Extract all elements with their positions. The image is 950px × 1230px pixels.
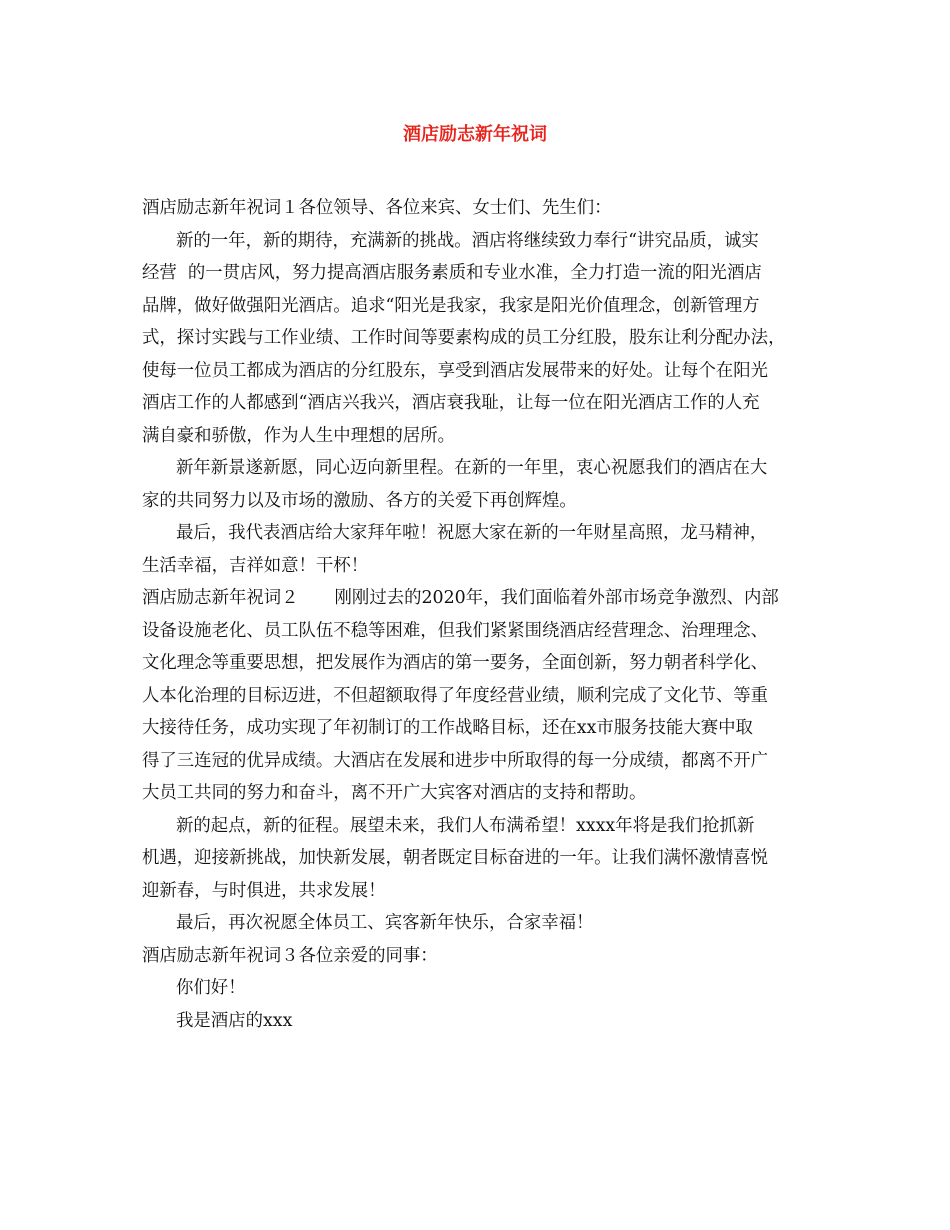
paragraph-line: 文化理念等重要思想，把发展作为酒店的第一要务，全面创新，努力朝者科学化、 xyxy=(142,653,769,673)
paragraph-line: 机遇，迎接新挑战，加快新发展，朝者既定目标奋进的一年。让我们满怀激情喜悦 xyxy=(142,848,769,868)
paragraph-line: 经营 的一贯店风，努力提高酒店服务素质和专业水准，全力打造一流的阳光酒店 xyxy=(142,263,762,283)
paragraph-line: 人本化治理的目标迈进，不但超额取得了年度经营业绩，顺利完成了文化节、等重 xyxy=(142,685,769,706)
paragraph-line: 生活幸福，吉祥如意！干杯！ xyxy=(142,555,369,576)
paragraph-line: 酒店励志新年祝词１各位领导、各位来宾、女士们、先生们： xyxy=(142,198,612,218)
paragraph-line: 家的共同努力以及市场的激励、各方的关爱下再创辉煌。 xyxy=(142,490,577,511)
paragraph-line: 新的起点，新的征程。展望未来，我们人布满希望！xxxx年将是我们抢抓新 xyxy=(176,815,755,836)
paragraph-line: 迎新春，与时俱进，共求发展！ xyxy=(142,880,386,901)
paragraph-line: 你们好！ xyxy=(176,978,246,998)
paragraph-line: 大员工共同的努力和奋斗，离不开广大宾客对酒店的支持和帮助。 xyxy=(142,783,647,803)
paragraph-line: 新年新景遂新愿，同心迈向新里程。在新的一年里，衷心祝愿我们的酒店在大 xyxy=(176,458,768,478)
section-lead-text: 刚刚过去的2020年，我们面临着外部市场竞争激烈、内部 xyxy=(334,588,779,608)
paragraph-line: 得了三连冠的优异成绩。大酒店在发展和进步中所取得的每一分成绩，都离不开广 xyxy=(142,750,769,771)
paragraph-line: 我是酒店的xxx xyxy=(176,1010,293,1031)
paragraph-line: 满自豪和骄傲，作为人生中理想的居所。 xyxy=(142,425,456,446)
paragraph-line: 新的一年，新的期待，充满新的挑战。酒店将继续致力奉行“讲究品质，诚实 xyxy=(176,230,759,251)
paragraph-line: 品牌，做好做强阳光酒店。追求“阳光是我家，我家是阳光价值理念，创新管理方 xyxy=(142,295,760,316)
paragraph-line: 酒店励志新年祝词３各位亲爱的同事： xyxy=(142,945,438,966)
section-heading: 酒店励志新年祝词２ xyxy=(142,588,299,608)
document-body xyxy=(142,192,814,1037)
paragraph-line: 酒店工作的人都感到“酒店兴我兴，酒店衰我耻，让每一位在阳光酒店工作的人充 xyxy=(142,393,760,413)
paragraph-line xyxy=(142,582,814,615)
paragraph-line: 设备设施老化、员工队伍不稳等困难，但我们紧紧围绕酒店经营理念、治理理念、 xyxy=(142,620,769,641)
document-title: 酒店励志新年祝词 xyxy=(403,124,547,145)
paragraph-line: 使每一位员工都成为酒店的分红股东，享受到酒店发展带来的好处。让每个在阳光 xyxy=(142,360,769,381)
paragraph-line: 最后，我代表酒店给大家拜年啦！祝愿大家在新的一年财星高照，龙马精神， xyxy=(176,523,768,543)
paragraph-line: 最后，再次祝愿全体员工、宾客新年快乐，合家幸福！ xyxy=(176,913,594,933)
paragraph-line: 式，探讨实践与工作业绩、工作时间等要素构成的员工分红股，股东让利分配办法， xyxy=(142,328,786,348)
paragraph-line: 大接待任务，成功实现了年初制订的工作战略目标，还在xx市服务技能大赛中取 xyxy=(142,718,753,738)
